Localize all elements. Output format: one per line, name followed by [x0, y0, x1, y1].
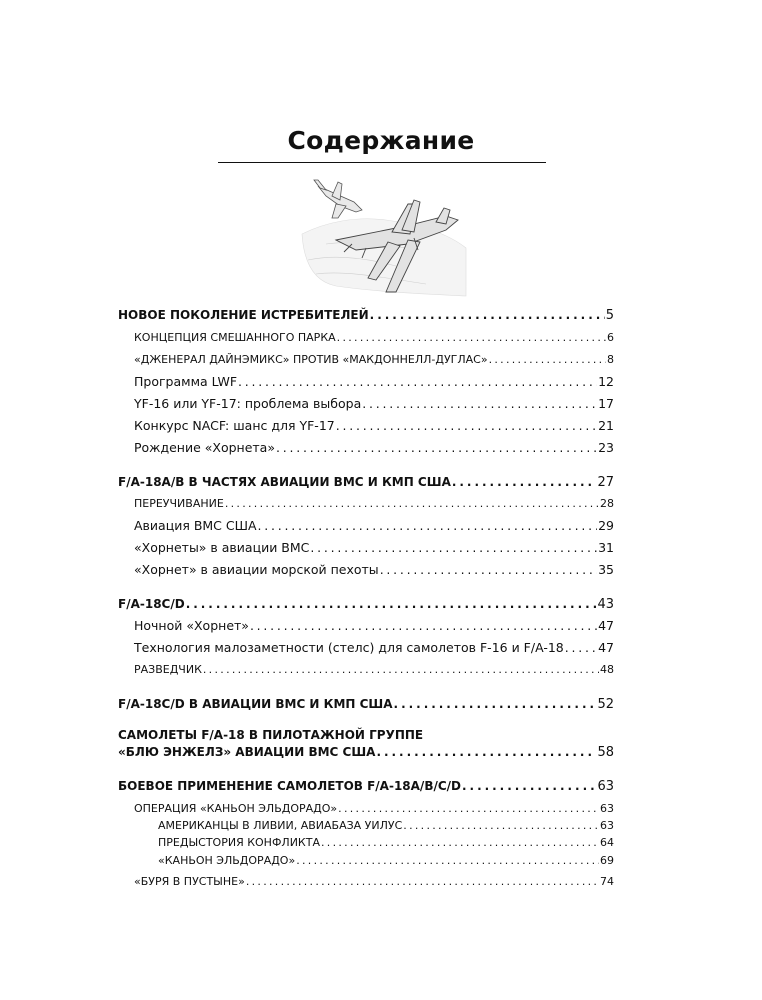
toc-entry-title: «Хорнет» в авиации морской пехоты [134, 562, 379, 577]
leader-dots [489, 352, 606, 368]
page-title: Содержание [287, 126, 475, 155]
toc-entry-title: «БЛЮ ЭНЖЕЛЗ» АВИАЦИИ ВМС США [118, 745, 376, 759]
toc-entry[interactable] [134, 640, 614, 656]
toc-entry-title: ОПЕРАЦИЯ «КАНЬОН ЭЛЬДОРАДО» [134, 802, 338, 815]
toc-entry[interactable] [134, 374, 614, 390]
toc-entry-page: 27 [597, 475, 614, 490]
leader-dots [452, 474, 597, 490]
toc-entry[interactable] [134, 618, 614, 634]
toc-entry[interactable] [118, 474, 614, 491]
toc-entry-page: 21 [598, 418, 614, 433]
toc-entry[interactable] [158, 853, 614, 869]
toc-entry-title: F/A-18C/D [118, 597, 185, 611]
toc-entry-page: 35 [598, 562, 614, 577]
toc-entry-page: 6 [607, 331, 614, 344]
leader-dots [403, 818, 599, 834]
toc-entry[interactable] [118, 744, 614, 761]
toc-entry[interactable] [134, 496, 614, 512]
toc-entry-title: F/A-18C/D В АВИАЦИИ ВМС И КМП США [118, 697, 393, 711]
toc-entry-page: 63 [600, 819, 614, 832]
leader-dots [337, 330, 606, 346]
toc-entry-page: 12 [598, 374, 614, 389]
toc-entry-title: «Хорнеты» в авиации ВМС [134, 540, 310, 555]
toc-entry-page: 58 [597, 745, 614, 760]
leader-dots [310, 540, 597, 556]
toc-entry-page: 48 [600, 663, 614, 676]
toc-entry-title: «БУРЯ В ПУСТЫНЕ» [134, 875, 245, 888]
toc-entry-page: 47 [598, 640, 614, 655]
toc-entry[interactable] [134, 352, 614, 368]
toc-entry-page: 5 [605, 308, 614, 323]
toc-entry-title: Программа LWF [134, 374, 238, 389]
toc-entry-title: КОНЦЕПЦИЯ СМЕШАННОГО ПАРКА [134, 331, 336, 344]
toc-entry-title: «ДЖЕНЕРАЛ ДАЙНЭМИКС» ПРОТИВ «МАКДОННЕЛЛ-ДУГЛАС» [134, 353, 488, 366]
toc-entry-title: Конкурс NACF: шанс для YF-17 [134, 418, 335, 433]
toc-entry-title: ПРЕДЫСТОРИЯ КОНФЛИКТА [158, 836, 320, 849]
toc-entry[interactable] [134, 440, 614, 456]
leader-dots [276, 440, 597, 456]
toc-entry-title: ПЕРЕУЧИВАНИЕ [134, 497, 224, 510]
toc-entry-title: F/A-18A/B В ЧАСТЯХ АВИАЦИИ ВМС И КМП США [118, 475, 451, 489]
toc-entry-title: НОВОЕ ПОКОЛЕНИЕ ИСТРЕБИТЕЛЕЙ [118, 308, 369, 322]
toc-entry-page: 74 [600, 875, 614, 888]
toc-entry-page: 31 [598, 540, 614, 555]
toc-entry-page: 28 [600, 497, 614, 510]
toc-entry-page: 63 [600, 802, 614, 815]
toc-entry-page: 69 [600, 854, 614, 867]
toc-entry-page: 17 [598, 396, 614, 411]
leader-dots [246, 874, 599, 890]
toc-entry[interactable] [118, 696, 614, 713]
toc-entry[interactable] [158, 818, 614, 834]
leader-dots [258, 518, 598, 534]
toc-entry-page: 63 [597, 779, 614, 794]
toc-entry[interactable] [118, 307, 614, 324]
toc-entry-title: Технология малозаметности (стелс) для самолетов F-16 и F/A-18 [134, 640, 564, 655]
leader-dots [462, 778, 596, 794]
toc-entry[interactable] [134, 540, 614, 556]
leader-dots [370, 307, 605, 323]
leader-dots [362, 396, 597, 412]
toc-entry-page: 23 [598, 440, 614, 455]
leader-dots [336, 418, 597, 434]
toc-entry[interactable] [134, 562, 614, 578]
leader-dots [225, 496, 599, 512]
toc-entry-page: 43 [597, 597, 614, 612]
leader-dots [203, 662, 599, 678]
toc-entry[interactable] [118, 778, 614, 795]
toc-entry[interactable] [134, 662, 614, 678]
toc-entry-page: 52 [597, 697, 614, 712]
leader-dots [338, 801, 599, 817]
toc-entry-title: Авиация ВМС США [134, 518, 257, 533]
leader-dots [394, 696, 597, 712]
toc-entry[interactable] [134, 801, 614, 817]
toc-entry-title-line1: САМОЛЕТЫ F/A-18 В ПИЛОТАЖНОЙ ГРУППЕ [118, 728, 424, 742]
leader-dots [296, 853, 599, 869]
leader-dots [380, 562, 597, 578]
leader-dots [250, 618, 597, 634]
leader-dots [321, 835, 599, 851]
toc-entry-page: 29 [598, 518, 614, 533]
toc-entry-title: YF-16 или YF-17: проблема выбора [134, 396, 362, 411]
toc-entry-title: «КАНЬОН ЭЛЬДОРАДО» [158, 854, 296, 867]
toc-entry[interactable] [134, 518, 614, 534]
toc-entry-title: АМЕРИКАНЦЫ В ЛИВИИ, АВИАБАЗА УИЛУС [158, 819, 403, 832]
toc-entry[interactable] [134, 418, 614, 434]
toc-entry-title: Ночной «Хорнет» [134, 618, 249, 633]
toc-entry-title: Рождение «Хорнета» [134, 440, 275, 455]
toc-entry-title: РАЗВЕДЧИК [134, 663, 202, 676]
leader-dots [238, 374, 597, 390]
toc-entry-page: 8 [607, 353, 614, 366]
toc-entry[interactable] [158, 835, 614, 851]
toc-entry-page: 47 [598, 618, 614, 633]
toc-entry-page: 64 [600, 836, 614, 849]
toc-entry[interactable] [134, 396, 614, 412]
leader-dots [376, 744, 596, 760]
toc-entry[interactable] [134, 874, 614, 890]
leader-dots [565, 640, 597, 656]
toc-entry-title: БОЕВОЕ ПРИМЕНЕНИЕ САМОЛЕТОВ F/A-18A/B/C/D [118, 779, 461, 793]
toc-entry[interactable] [134, 330, 614, 346]
toc-entry[interactable] [118, 596, 614, 613]
leader-dots [186, 596, 597, 612]
